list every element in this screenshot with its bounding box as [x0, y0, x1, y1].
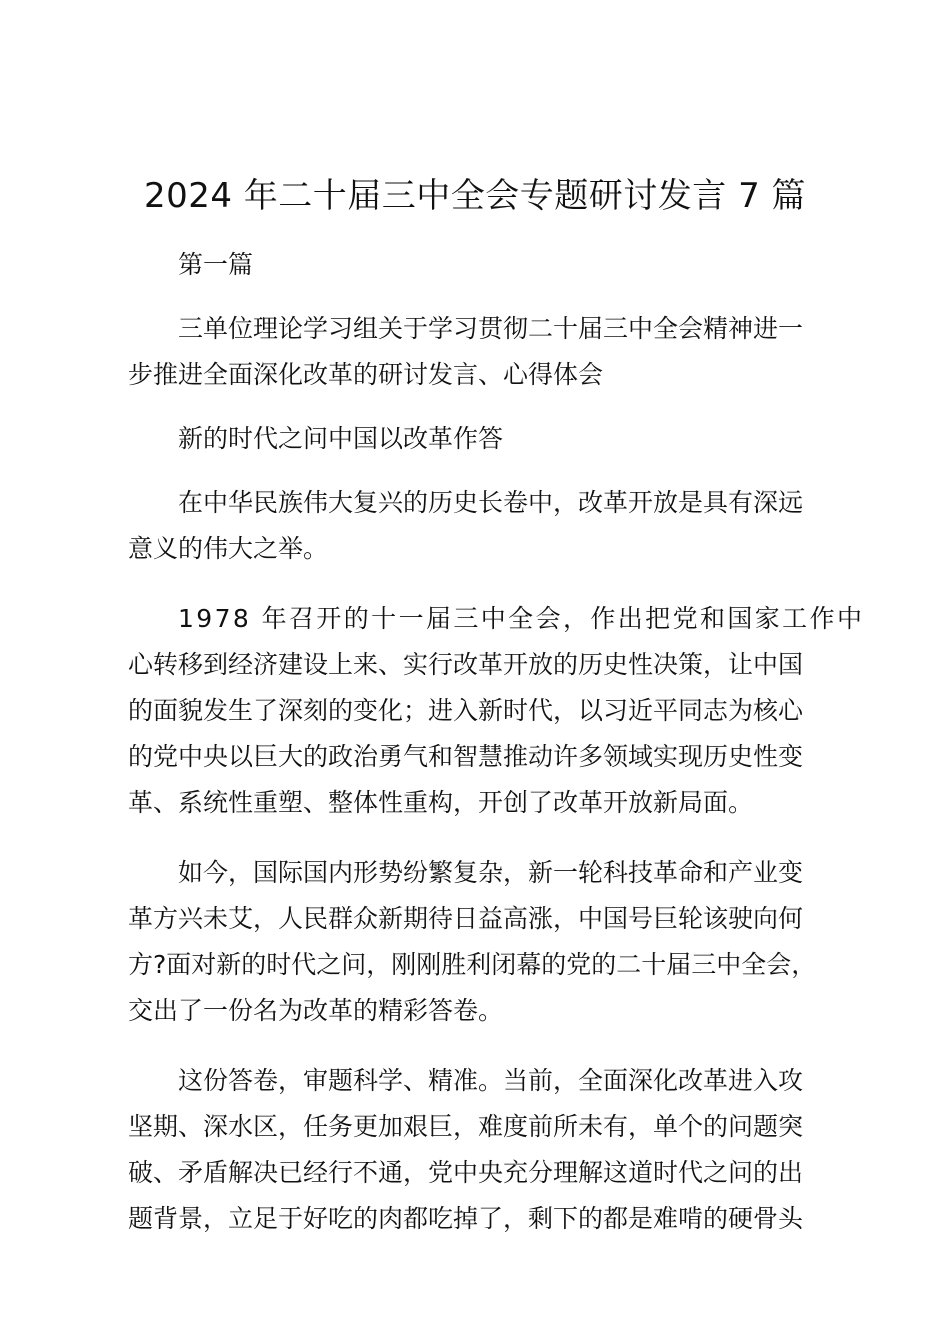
section-heading	[128, 242, 832, 288]
subtitle-paragraph	[128, 416, 832, 462]
document-body	[128, 242, 865, 1242]
text-line: 步推进全面深化改革的研讨发言、心得体会	[128, 360, 604, 389]
text-line: 心转移到经济建设上来、实行改革开放的历史性决策，让中国	[128, 650, 804, 679]
text-line: 方?面对新的时代之问，刚刚胜利闭幕的党的二十届三中全会，	[128, 950, 817, 979]
text-line: 坚期、深水区，任务更加艰巨，难度前所未有，单个的问题突	[128, 1112, 804, 1141]
text-line: 交出了一份名为改革的精彩答卷。	[128, 996, 504, 1025]
text-line: 如今，国际国内形势纷繁复杂，新一轮科技革命和产业变	[178, 858, 804, 887]
text-line: 第一篇	[178, 250, 254, 279]
text-line: 在中华民族伟大复兴的历史长卷中，改革开放是具有深远	[178, 488, 804, 517]
text-line: 革、系统性重塑、整体性重构，开创了改革开放新局面。	[128, 788, 754, 817]
paragraph	[128, 480, 832, 572]
text-line: 的党中央以巨大的政治勇气和智慧推动许多领域实现历史性变	[128, 742, 804, 771]
text-line: 革方兴未艾，人民群众新期待日益高涨，中国号巨轮该驶向何	[128, 904, 804, 933]
text-line: 新的时代之问中国以改革作答	[178, 424, 504, 453]
text-line: 1978 年召开的十一届三中全会，作出把党和国家工作中	[178, 604, 865, 633]
text-line: 意义的伟大之举。	[128, 534, 329, 563]
paragraph	[128, 306, 832, 398]
text-line: 的面貌发生了深刻的变化；进入新时代，以习近平同志为核心	[128, 696, 804, 725]
text-line: 三单位理论学习组关于学习贯彻二十届三中全会精神进一	[178, 314, 804, 343]
text-line: 题背景，立足于好吃的肉都吃掉了，剩下的都是难啃的硬骨头	[128, 1204, 804, 1233]
document-title: 2024 年二十届三中全会专题研讨发言 7 篇	[143, 176, 807, 216]
paragraph	[128, 850, 832, 1034]
paragraph	[128, 1058, 832, 1242]
text-line: 这份答卷，审题科学、精准。当前，全面深化改革进入攻	[178, 1066, 804, 1095]
paragraph	[128, 596, 865, 826]
text-line: 破、矛盾解决已经行不通，党中央充分理解这道时代之问的出	[128, 1158, 804, 1187]
